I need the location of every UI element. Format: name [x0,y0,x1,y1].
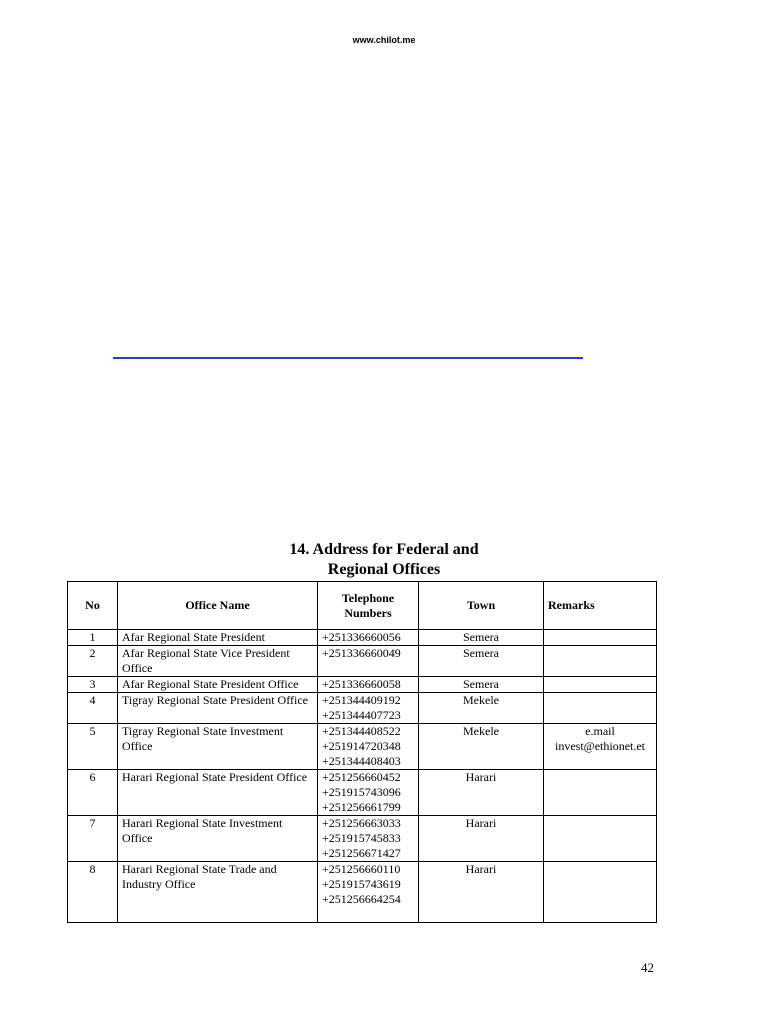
cell-telephone [318,646,419,677]
hyperlink-underline [113,357,583,359]
section-heading [0,540,768,580]
cell-town: Mekele [419,724,544,770]
phone-number: +251256663033 [322,816,401,830]
cell-remarks [544,693,657,724]
phone-number: +251336660058 [322,677,401,691]
cell-no: 6 [68,770,118,816]
cell-office-name: Afar Regional State Vice President Office [118,646,318,677]
cell-town: Semera [419,677,544,693]
table-row [68,677,657,693]
phone-number: +251256660452 [322,770,401,784]
phone-number: +251256661799 [322,800,401,814]
phone-number: +251256664254 [322,892,401,906]
cell-no: 5 [68,724,118,770]
table-header-row [68,582,657,630]
cell-remarks [544,677,657,693]
table-row [68,816,657,862]
section-heading-line-2: Regional Offices [327,561,441,578]
table-row [68,770,657,816]
col-header-town: Town [419,582,544,630]
cell-office-name: Afar Regional State President [118,630,318,646]
cell-telephone [318,770,419,816]
cell-town: Semera [419,630,544,646]
cell-office-name: Harari Regional State Investment Office [118,816,318,862]
phone-number: +251256671427 [322,846,401,860]
phone-number: +251336660049 [322,646,401,660]
cell-remarks [544,816,657,862]
cell-no: 8 [68,862,118,923]
table-row [68,693,657,724]
col-header-telephone: Telephone Numbers [318,582,419,630]
cell-office-name: Harari Regional State President Office [118,770,318,816]
cell-remarks [544,724,657,770]
phone-number: +251915743096 [322,785,401,799]
cell-telephone [318,724,419,770]
cell-remarks [544,862,657,923]
cell-remarks [544,770,657,816]
table-row [68,724,657,770]
table-row [68,646,657,677]
phone-number: +251914720348 [322,739,401,753]
cell-no: 4 [68,693,118,724]
cell-town: Harari [419,816,544,862]
phone-number: +251344409192 [322,693,401,707]
phone-number: +251336660056 [322,630,401,644]
cell-town: Semera [419,646,544,677]
cell-telephone [318,862,419,923]
cell-telephone [318,693,419,724]
cell-remarks [544,630,657,646]
cell-no: 7 [68,816,118,862]
remark-line: invest@ethionet.et [554,739,646,753]
table-row [68,862,657,923]
cell-remarks [544,646,657,677]
cell-telephone [318,630,419,646]
col-header-office-name: Office Name [118,582,318,630]
remark-line: e.mail [585,724,615,738]
watermark: www.chilot.me [352,35,416,45]
col-header-remarks: Remarks [544,582,657,630]
cell-no: 2 [68,646,118,677]
col-header-no: No [68,582,118,630]
cell-no: 1 [68,630,118,646]
cell-town: Harari [419,862,544,923]
phone-number: +251344407723 [322,708,401,722]
cell-office-name: Harari Regional State Trade and Industry Office [118,862,318,923]
section-heading-line-1: 14. Address for Federal and [289,541,479,558]
phone-number: +251256660110 [322,862,401,876]
cell-office-name: Tigray Regional State President Office [118,693,318,724]
cell-telephone [318,677,419,693]
cell-office-name: Tigray Regional State Investment Office [118,724,318,770]
cell-telephone [318,816,419,862]
cell-no: 3 [68,677,118,693]
phone-number: +251915743619 [322,877,401,891]
offices-table [67,581,657,923]
phone-number: +251915745833 [322,831,401,845]
cell-office-name: Afar Regional State President Office [118,677,318,693]
cell-town: Harari [419,770,544,816]
phone-number: +251344408522 [322,724,401,738]
cell-town: Mekele [419,693,544,724]
table-body [68,630,657,923]
phone-number: +251344408403 [322,754,401,768]
page-number: 42 [641,960,654,975]
table-row [68,630,657,646]
